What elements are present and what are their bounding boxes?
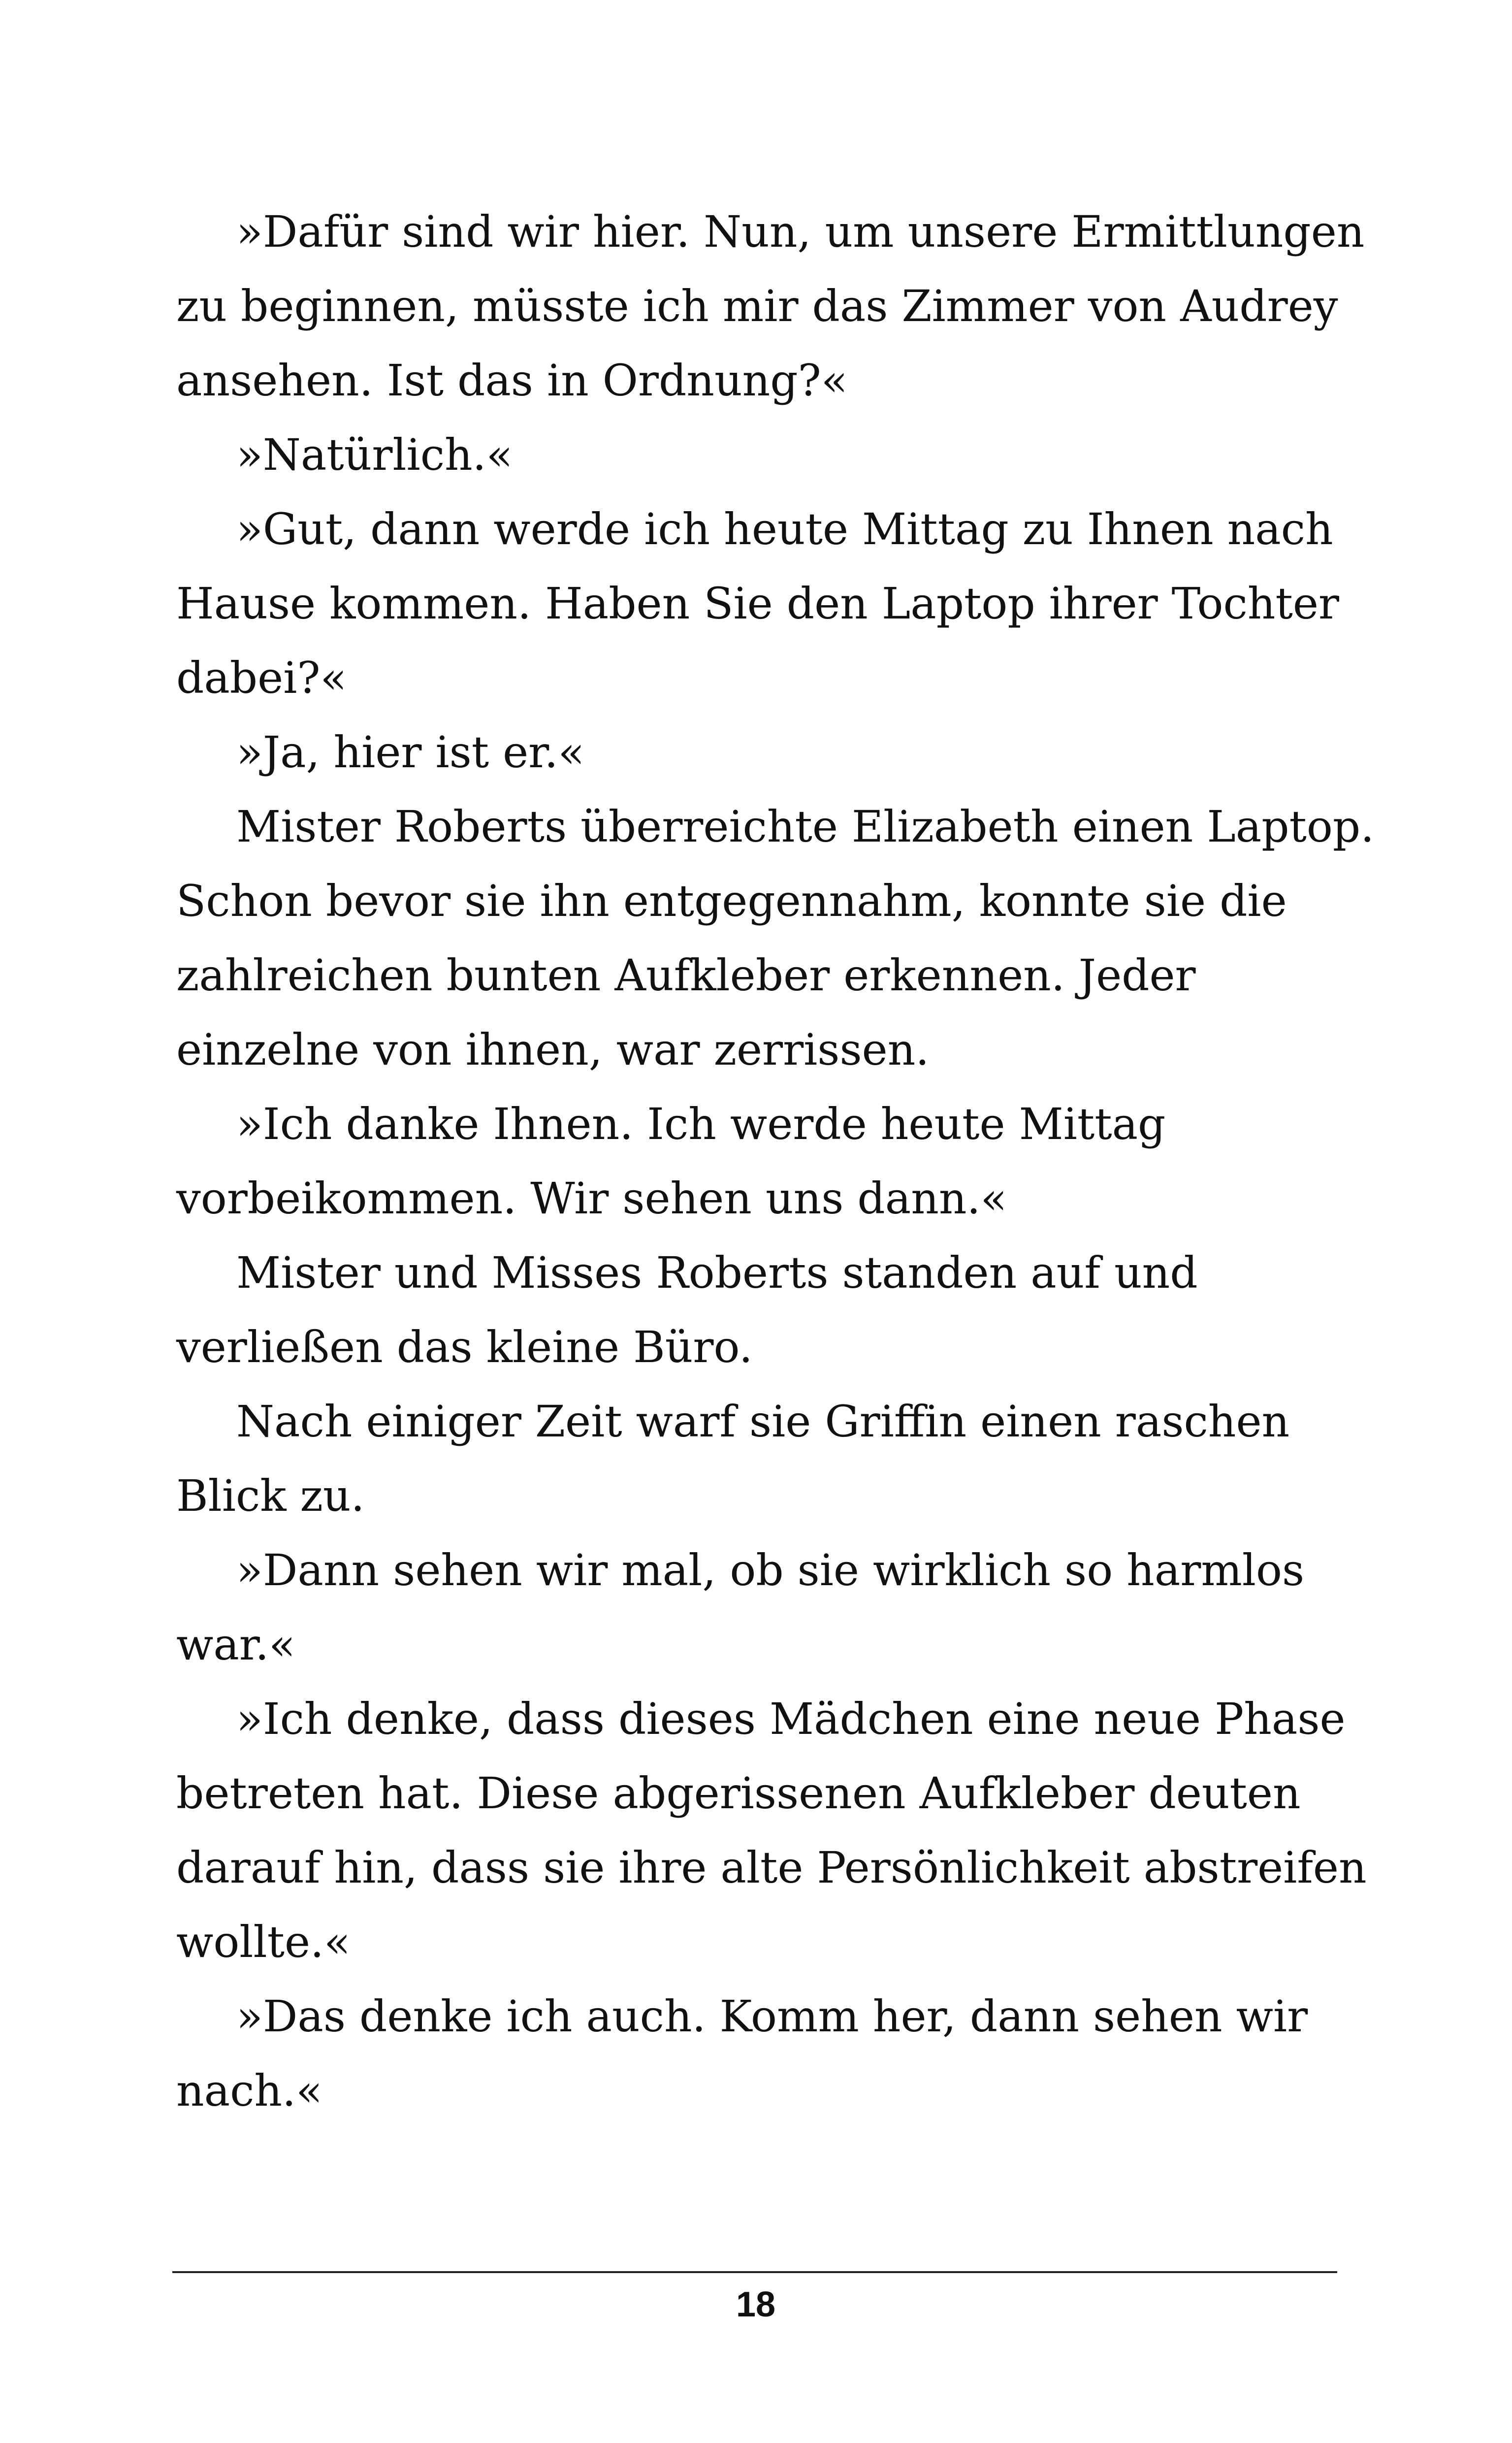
text-line: vorbeikommen. Wir sehen uns dann.« [176,1173,1007,1224]
page-number: 18 [736,2285,776,2324]
text-line: Mister Roberts überreichte Elizabeth einen Laptop. [236,801,1375,852]
text-line: verließen das kleine Büro. [176,1322,753,1372]
text-line: darauf hin, dass sie ihre alte Persönlichkeit abstreifen [176,1842,1367,1893]
text-line: zahlreichen bunten Aufkleber erkennen. Jeder [176,950,1196,1001]
text-line: wollte.« [176,1917,351,1967]
text-line: Hause kommen. Haben Sie den Laptop ihrer Tochter [176,578,1339,629]
text-line: »Dafür sind wir hier. Nun, um unsere Ermittlungen [236,206,1365,257]
text-line: Mister und Misses Roberts standen auf und [236,1247,1198,1298]
body-text [176,195,1375,2128]
text-line: »Das denke ich auch. Komm her, dann sehen wir [236,1991,1308,2042]
footer-divider [172,2271,1337,2273]
text-line: ansehen. Ist das in Ordnung?« [176,355,848,406]
text-line: »Ich danke Ihnen. Ich werde heute Mittag [236,1099,1166,1149]
text-line: nach.« [176,2065,322,2116]
text-line: einzelne von ihnen, war zerrissen. [176,1024,930,1075]
text-line: »Gut, dann werde ich heute Mittag zu Ihnen nach [236,504,1333,554]
text-line: »Natürlich.« [236,429,513,480]
text-line: betreten hat. Diese abgerissenen Aufkleber deuten [176,1768,1301,1819]
text-line: Blick zu. [176,1470,365,1521]
text-line: Schon bevor sie ihn entgegennahm, konnte sie die [176,876,1287,926]
text-line: »Dann sehen wir mal, ob sie wirklich so harmlos [236,1545,1305,1596]
text-line: dabei?« [176,652,347,703]
text-line: zu beginnen, müsste ich mir das Zimmer von Audrey [176,281,1338,331]
text-line: »Ich denke, dass dieses Mädchen eine neue Phase [236,1694,1346,1744]
text-line: »Ja, hier ist er.« [236,727,585,778]
text-line: war.« [176,1619,295,1670]
text-line: Nach einiger Zeit warf sie Griffin einen raschen [236,1396,1290,1447]
